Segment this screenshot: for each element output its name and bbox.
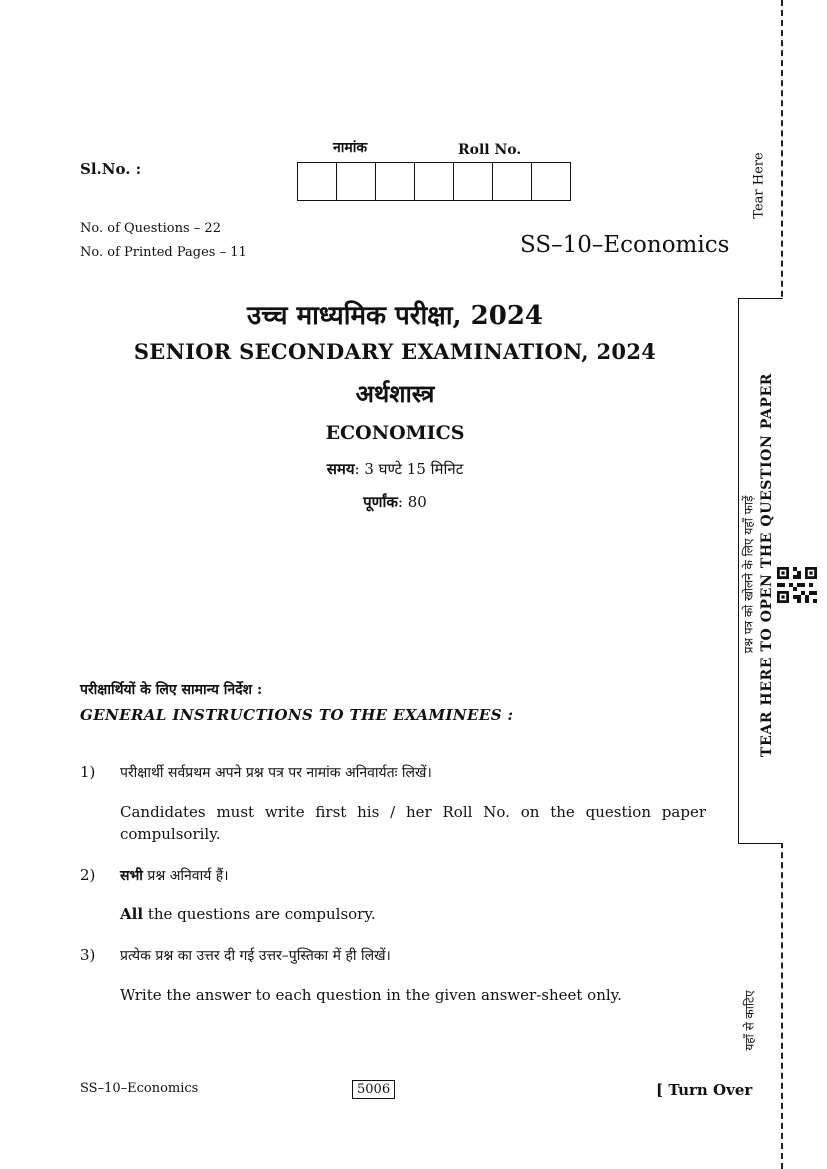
exam-title-hindi: उच्च माध्यमिक परीक्षा, 2024	[246, 301, 544, 331]
roll-label-hindi: नामांक	[333, 140, 368, 156]
instruction-number: 2)	[80, 866, 96, 884]
emphasis-all-english: All	[120, 905, 144, 923]
sl-no-label: Sl.No. :	[80, 160, 142, 178]
subject-english: ECONOMICS	[325, 422, 465, 444]
cut-here-label: यहाँ से काटिए	[742, 990, 757, 1051]
paper-code: SS–10–Economics	[520, 232, 730, 258]
marks-value: : 80	[397, 493, 427, 511]
exam-title-english: SENIOR SECONDARY EXAMINATION, 2024	[133, 339, 657, 364]
tear-instruction-english: TEAR HERE TO OPEN THE QUESTION PAPER	[759, 372, 775, 758]
instruction-english: Candidates must write first his / her Roll No. on the question paper compulsorily.	[120, 803, 706, 843]
roll-box	[493, 163, 532, 200]
turn-over-label: [ Turn Over	[656, 1081, 753, 1099]
instructions-heading-english: GENERAL INSTRUCTIONS TO THE EXAMINEES :	[80, 706, 514, 724]
roll-box	[532, 163, 570, 200]
instruction-hindi: प्रत्येक प्रश्न का उत्तर दी गई उत्तर–पुस्तिका में ही लिखें।	[120, 948, 391, 964]
footer-page-code: 5006	[352, 1080, 395, 1099]
instruction-number: 1)	[80, 763, 96, 781]
tear-here-label: Tear Here	[751, 152, 767, 219]
roll-label-english: Roll No.	[458, 142, 522, 158]
subject-hindi: अर्थशास्त्र	[355, 379, 435, 408]
instruction-hindi	[120, 866, 229, 885]
roll-number-boxes	[297, 162, 571, 201]
marks-label: पूर्णांक	[363, 493, 398, 511]
instruction-hindi-text: प्रश्न अनिवार्य हैं।	[142, 868, 229, 884]
instruction-english	[120, 903, 706, 925]
qr-code-icon	[777, 567, 817, 603]
roll-box	[454, 163, 493, 200]
emphasis-all-hindi: सभी	[120, 868, 143, 884]
question-count: No. of Questions – 22	[80, 221, 221, 236]
maximum-marks	[0, 492, 790, 512]
page-count: No. of Printed Pages – 11	[80, 245, 247, 260]
instruction-hindi: परीक्षार्थी सर्वप्रथम अपने प्रश्न पत्र पर नामांक अनिवार्यतः लिखें।	[120, 765, 432, 781]
time-value: : 3 घण्टे 15 मिनिट	[354, 460, 464, 478]
roll-box	[298, 163, 337, 200]
roll-box	[337, 163, 376, 200]
instruction-english-text: the questions are compulsory.	[143, 905, 376, 923]
time-allowed	[0, 459, 790, 479]
instruction-number: 3)	[80, 946, 96, 964]
instructions-heading-hindi: परीक्षार्थियों के लिए सामान्य निर्देश :	[80, 682, 263, 698]
instruction-english: Write the answer to each question in the given answer-sheet only.	[120, 986, 622, 1004]
roll-box	[376, 163, 415, 200]
tear-instruction-hindi: प्रश्न पत्र को खोलने के लिए यहाँ फाड़ें	[741, 495, 756, 654]
time-label: समय	[326, 460, 355, 478]
footer-paper-code: SS–10–Economics	[80, 1081, 199, 1096]
roll-box	[415, 163, 454, 200]
